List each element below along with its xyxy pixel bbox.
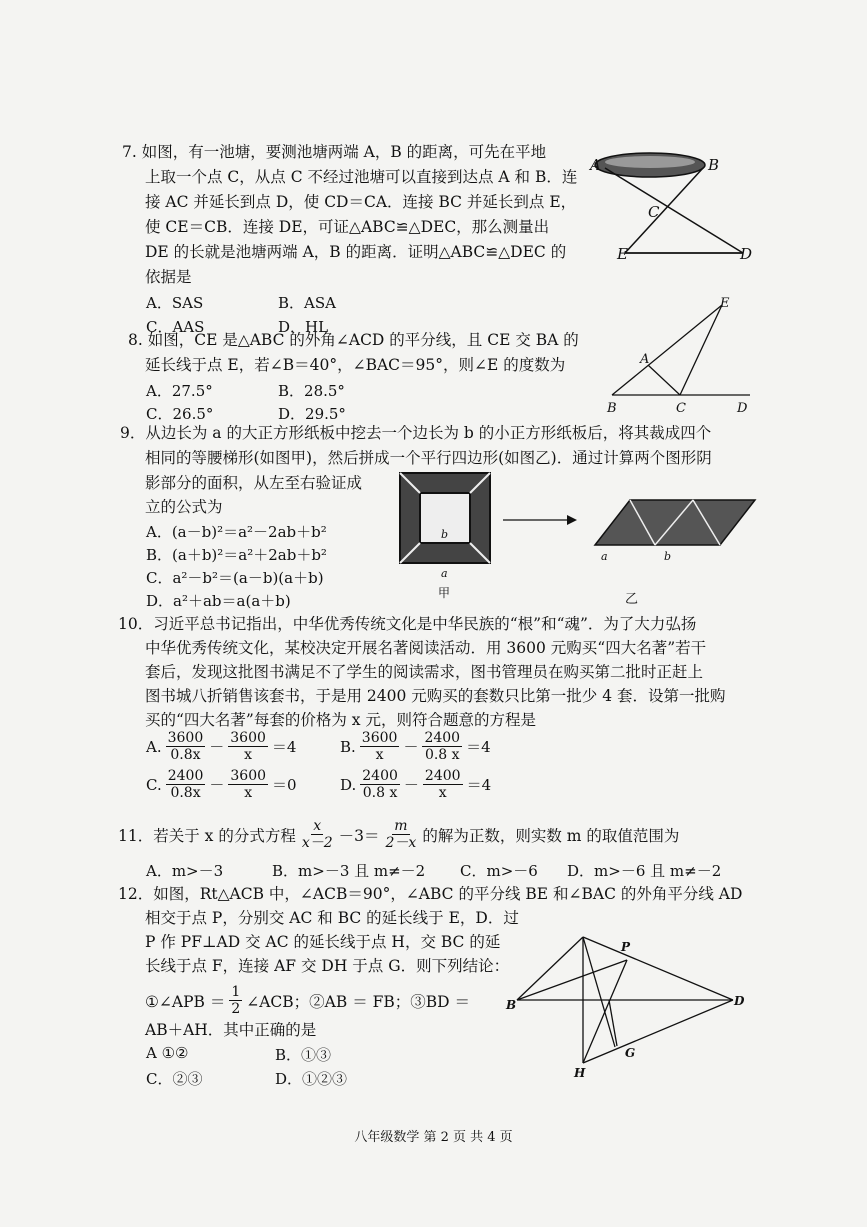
q10-option-b-frac1	[360, 730, 400, 763]
q12-label-p: P	[621, 940, 631, 954]
q7-line-5: DE 的长就是池塘两端 A，B 的距离．证明△ABC≌△DEC 的	[145, 243, 567, 261]
q7-line-6: 依据是	[145, 268, 192, 286]
q10-option-c-letter: C.	[146, 775, 162, 794]
q10-option-b	[340, 730, 491, 763]
q12-line-2: 相交于点 P，分别交 AC 和 BC 的延长线于 E，D．过	[145, 909, 519, 927]
q9-label-yi: 乙	[625, 592, 639, 607]
q10-option-b-den1: x	[375, 747, 384, 763]
q11-num2: m	[394, 818, 408, 834]
q10-option-d-letter: D.	[340, 775, 357, 794]
q12-conc-1a: ①∠APB ＝	[145, 992, 226, 1011]
q7-label-b: B	[708, 156, 720, 174]
q9-option-d: D．a²＋ab＝a(a＋b)	[146, 592, 291, 610]
q8-label-d: D	[737, 401, 748, 416]
q9-figure	[395, 470, 765, 575]
q7-label-a: A	[590, 156, 601, 174]
q12-label-g: G	[625, 1046, 636, 1060]
q7-line-2: 上取一个点 C，从点 C 不经过池塘可以直接到达点 A 和 B．连	[145, 168, 578, 186]
q10-option-d-num1: 2400	[362, 768, 398, 784]
q10-option-a-letter: A.	[146, 737, 162, 756]
q10-option-c-frac2	[228, 768, 268, 801]
page-footer: 八年级数学 第 2 页 共 4 页	[354, 1130, 513, 1145]
q9-label-jia: 甲	[438, 586, 451, 600]
q10-option-c-op: －	[209, 776, 225, 794]
q10-option-c	[146, 768, 297, 801]
q10-option-d-frac2	[423, 768, 463, 801]
q10-line-2: 中华优秀传统文化，某校决定开展名著阅读活动．用 3600 元购买“四大名著”若干	[145, 639, 707, 657]
q12-option-c: C．②③	[146, 1070, 203, 1088]
q12-option-d: D．①②③	[275, 1070, 348, 1088]
q12-conc-frac-den: 2	[231, 1001, 241, 1017]
q8-option-b: B．28.5°	[278, 382, 345, 400]
q10-option-a	[146, 730, 296, 763]
q10-option-a-op: －	[209, 738, 225, 756]
q10-option-c-num2: 3600	[230, 768, 267, 784]
q12-label-b: B	[506, 998, 517, 1012]
q12-label-d: D	[734, 994, 745, 1008]
q10-option-c-den1: 0.8x	[170, 785, 201, 801]
q10-option-b-rhs: ＝4	[466, 738, 491, 756]
q7-option-b: B．ASA	[278, 294, 336, 312]
q7-line-1: 7. 如图，有一池塘，要测池塘两端 A，B 的距离，可先在平地	[122, 143, 547, 161]
q10-option-c-rhs: ＝0	[272, 776, 297, 794]
q10-option-b-num2: 2400	[424, 730, 461, 746]
q10-option-a-frac2	[228, 730, 268, 763]
q8-option-c: C．26.5°	[146, 405, 214, 423]
q11-option-d: D．m>－6 且 m≠－2	[567, 862, 722, 880]
q8-label-b: B	[607, 401, 617, 416]
q7-figure	[585, 140, 760, 270]
q11-den1: x－2	[301, 835, 333, 851]
q10-line-1: 10．习近平总书记指出，中华优秀传统文化是中华民族的“根”和“魂”．为了大力弘扬	[118, 615, 697, 633]
q10-option-d-num2: 2400	[424, 768, 461, 784]
q11-mid: －3＝	[338, 826, 380, 845]
q8-figure	[600, 295, 760, 405]
q9-label-a-yi: a	[601, 550, 608, 563]
q12-option-b: B．①③	[275, 1046, 332, 1064]
q11-option-a: A．m>－3	[146, 862, 224, 880]
q9-line-4: 立的公式为	[145, 498, 223, 516]
q9-label-b-yi: b	[664, 550, 672, 563]
q7-label-e: E	[617, 245, 628, 263]
q10-option-d-rhs: ＝4	[466, 776, 492, 794]
q10-option-a-frac1	[166, 730, 206, 763]
q8-option-a: A．27.5°	[146, 382, 213, 400]
q12-option-a: A ①②	[146, 1044, 189, 1062]
q10-option-d-den2: x	[438, 785, 447, 801]
q7-line-3: 接 AC 并延长到点 D，使 CD＝CA．连接 BC 并延长到点 E，	[145, 193, 577, 211]
q10-line-5: 买的“四大名著”每套的价格为 x 元，则符合题意的方程是	[145, 711, 536, 729]
q10-option-d-op: －	[403, 776, 419, 794]
q11-stem	[118, 818, 679, 851]
q7-line-4: 使 CE＝CB．连接 DE，可证△ABC≌△DEC，那么测量出	[145, 218, 550, 236]
q8-option-d: D．29.5°	[278, 405, 346, 423]
q11-suffix: 的解为正数，则实数 m 的取值范围为	[422, 826, 680, 845]
q10-option-c-num1: 2400	[167, 768, 204, 784]
q11-prefix: 11．若关于 x 的分式方程	[118, 826, 296, 845]
q7-label-d: D	[740, 245, 753, 263]
q12-conc-frac	[229, 984, 242, 1017]
q11-num1: x	[313, 818, 322, 834]
q8-line-1: 8. 如图，CE 是△ABC 的外角∠ACD 的平分线，且 CE 交 BA 的	[128, 331, 579, 349]
q10-line-4: 图书城八折销售该套书，于是用 2400 元购买的套数只比第一批少 4 套．设第一批购	[145, 687, 726, 705]
q7-option-d: D．HL	[278, 318, 329, 336]
q9-option-c: C．a²－b²＝(a－b)(a＋b)	[146, 569, 324, 587]
q12-line-4: 长线于点 F，连接 AF 交 DH 于点 G．则下列结论：	[145, 957, 510, 975]
q11-frac2	[384, 818, 419, 851]
q10-option-b-op: －	[403, 738, 419, 756]
q10-option-b-frac2	[422, 730, 462, 763]
q11-option-b: B．m>－3 且 m≠－2	[272, 862, 426, 880]
q12-conclusions	[145, 984, 470, 1017]
q9-label-a-jia: a	[441, 567, 448, 580]
q11-frac1	[300, 818, 335, 851]
q12-conc-2: AB＋AH．其中正确的是	[145, 1021, 317, 1039]
q10-option-a-num1: 3600	[167, 730, 204, 746]
q9-line-3: 影部分的面积，从左至右验证成	[145, 474, 363, 492]
q12-line-1: 12．如图，Rt△ACB 中，∠ACB＝90°，∠ABC 的平分线 BE 和∠BAC 的外角平分线 AD	[118, 885, 743, 903]
q10-option-c-frac1	[166, 768, 206, 801]
q9-label-b-jia: b	[441, 528, 449, 541]
q9-option-a: A．(a－b)²＝a²－2ab＋b²	[146, 523, 327, 541]
q7-option-a: A．SAS	[146, 294, 204, 312]
q10-option-c-den2: x	[244, 785, 253, 801]
q10-option-d	[340, 768, 491, 801]
q10-option-b-num1: 3600	[361, 730, 398, 746]
q10-option-a-num2: 3600	[230, 730, 266, 746]
q10-line-3: 套后，发现这批图书满足不了学生的阅读需求，图书管理员在购买第二批时正赶上	[145, 663, 704, 681]
q7-label-c: C	[648, 203, 660, 221]
q12-line-3: P 作 PF⊥AD 交 AC 的延长线于点 H，交 BC 的延	[145, 933, 501, 951]
q11-option-c: C．m>－6	[460, 862, 538, 880]
q8-line-2: 延长线于点 E，若∠B＝40°，∠BAC＝95°，则∠E 的度数为	[145, 356, 566, 374]
q10-option-a-den1: 0.8x	[170, 747, 201, 763]
q8-label-c: C	[676, 401, 686, 416]
q10-option-a-den2: x	[244, 747, 253, 763]
q12-conc-frac-num: 1	[231, 984, 241, 1000]
q7-option-c: C．AAS	[146, 318, 205, 336]
q12-conc-1b: ∠ACB；②AB ＝ FB；③BD ＝	[246, 992, 471, 1011]
q8-label-e: E	[720, 296, 730, 311]
q10-option-b-den2: 0.8 x	[424, 747, 460, 763]
q11-den2: 2－x	[385, 835, 417, 851]
q12-label-h: H	[574, 1066, 586, 1080]
q10-option-d-frac1	[360, 768, 400, 801]
q9-option-b: B．(a＋b)²＝a²＋2ab＋b²	[146, 546, 327, 564]
q9-line-2: 相同的等腰梯形(如图甲)，然后拼成一个平行四边形(如图乙)．通过计算两个图形阴	[145, 449, 712, 467]
q10-option-b-letter: B.	[340, 737, 356, 756]
q10-option-a-rhs: ＝4	[271, 738, 297, 756]
q10-option-d-den1: 0.8 x	[362, 785, 398, 801]
q8-label-a: A	[640, 352, 650, 367]
q9-line-1: 9．从边长为 a 的大正方形纸板中挖去一个边长为 b 的小正方形纸板后，将其裁成四个	[120, 424, 712, 442]
